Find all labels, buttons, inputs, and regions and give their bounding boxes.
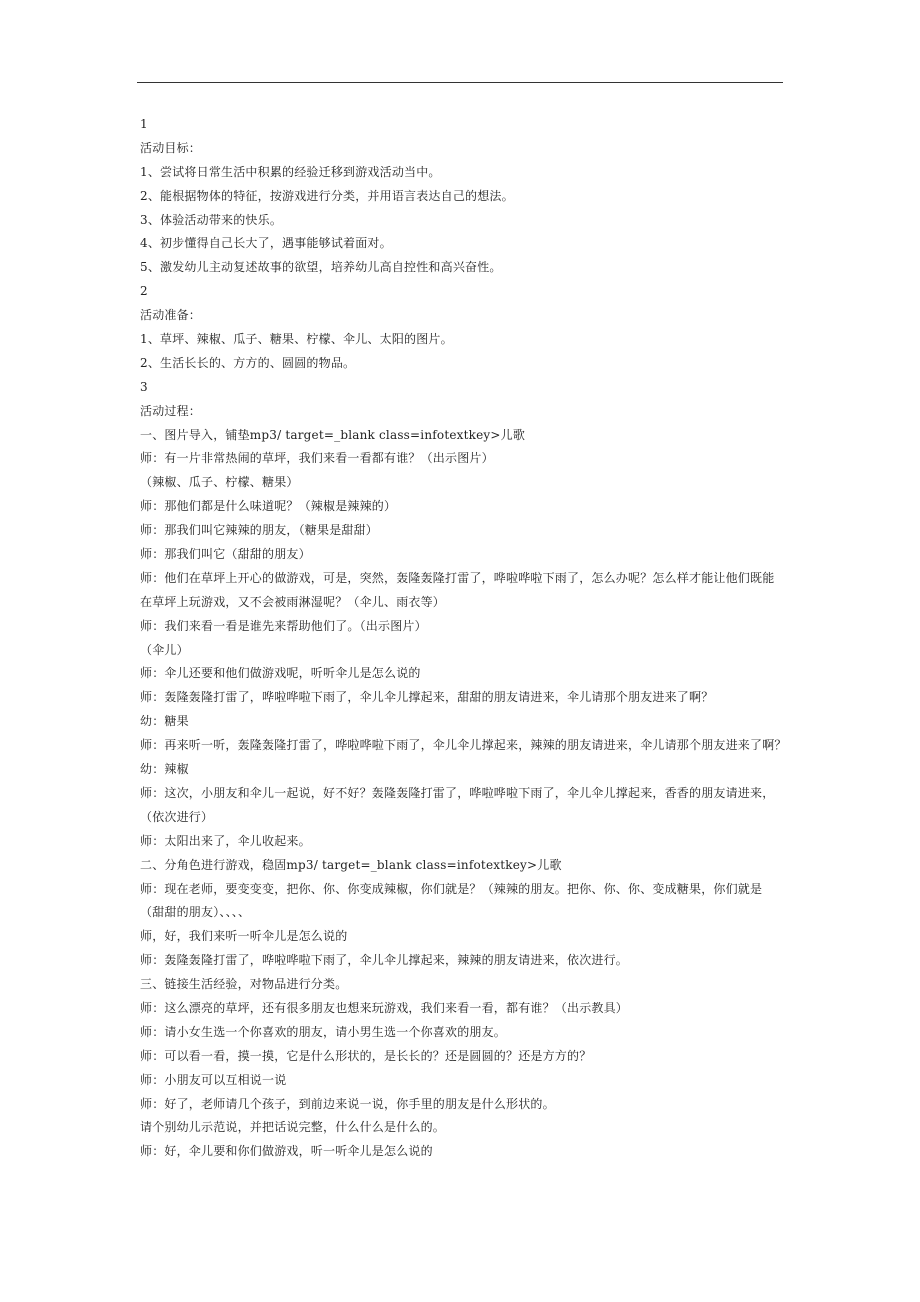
text-line: 师：伞儿还要和他们做游戏呢，听听伞儿是怎么说的	[140, 666, 421, 681]
text-line: （伞儿）	[140, 642, 189, 657]
text-line: 1	[140, 117, 148, 131]
text-line: 请个别幼儿示范说，并把话说完整，什么什么是什么的。	[140, 1120, 446, 1135]
text-line: 师：轰隆轰隆打雷了，哗啦哗啦下雨了，伞儿伞儿撑起来，甜甜的朋友请进来，伞儿请那个朋友进来了啊？	[140, 690, 714, 705]
text-line: 活动目标：	[140, 140, 202, 155]
text-line: 5、激发幼儿主动复述故事的欲望，培养幼儿高自控性和高兴奋性。	[140, 260, 502, 275]
text-line: 师：请小女生选一个你喜欢的朋友，请小男生选一个你喜欢的朋友。	[140, 1024, 507, 1039]
text-line: 1、草坪、辣椒、瓜子、糖果、柠檬、伞儿、太阳的图片。	[140, 332, 453, 347]
text-line: 师：轰隆轰隆打雷了，哗啦哗啦下雨了，伞儿伞儿撑起来，辣辣的朋友请进来，依次进行。	[140, 953, 629, 968]
text-line: 2、生活长长的、方方的、圆圆的物品。	[140, 355, 356, 370]
text-line: 师：那我们叫它（甜甜的朋友）	[140, 547, 311, 562]
text-line: 二、分角色进行游戏，稳固mp3/ target=_blank class=infotextkey>儿歌	[140, 857, 562, 872]
text-line: 师，好，我们来听一听伞儿是怎么说的	[140, 929, 348, 944]
text-line: 师：那我们叫它辣辣的朋友，（糖果是甜甜）	[140, 523, 379, 538]
text-line: 在草坪上玩游戏，又不会被雨淋湿呢？（伞儿、雨衣等）	[140, 594, 446, 609]
text-line: 师：再来听一听，轰隆轰隆打雷了，哗啦哗啦下雨了，伞儿伞儿撑起来，辣辣的朋友请进来，伞儿请那个朋友进来了啊？	[140, 738, 787, 753]
text-line: 师：这么漂亮的草坪，还有很多朋友也想来玩游戏，我们来看一看，都有谁？（出示教具）	[140, 1000, 629, 1015]
text-line: 2、能根据物体的特征，按游戏进行分类，并用语言表达自己的想法。	[140, 188, 514, 203]
text-line: 3	[140, 379, 148, 394]
text-line: 师：太阳出来了，伞儿收起来。	[140, 833, 311, 848]
text-line: 一、图片导入，铺垫mp3/ target=_blank class=infotextkey>儿歌	[140, 427, 526, 442]
text-line: 师：我们来看一看是谁先来帮助他们了。（出示图片）	[140, 618, 427, 633]
text-line: 师：可以看一看，摸一摸，它是什么形状的，是长长的？还是圆圆的？还是方方的？	[140, 1048, 592, 1063]
text-line: （辣椒、瓜子、柠檬、糖果）	[140, 475, 299, 490]
text-line: 师：小朋友可以互相说一说	[140, 1072, 287, 1087]
text-line: 活动准备：	[140, 308, 202, 323]
text-line: 1、尝试将日常生活中积累的经验迁移到游戏活动当中。	[140, 164, 441, 179]
text-line: 师：那他们都是什么味道呢？（辣椒是辣辣的）	[140, 499, 397, 514]
text-line: （甜甜的朋友）、、、、	[140, 905, 251, 920]
text-line: 师：现在老师，要变变变，把你、你、你变成辣椒，你们就是？（辣辣的朋友。把你、你、你、变成糖果，你们就是	[140, 881, 763, 896]
text-line: 4、初步懂得自己长大了，遇事能够试着面对。	[140, 236, 392, 251]
text-line: 师：好，伞儿要和你们做游戏，听一听伞儿是怎么说的	[140, 1144, 433, 1159]
text-line: 三、链接生活经验，对物品进行分类。	[140, 977, 348, 992]
text-line: 3、体验活动带来的快乐。	[140, 212, 283, 227]
text-line: 师：有一片非常热闹的草坪，我们来看一看都有谁？（出示图片）	[140, 451, 494, 466]
text-line: 师：这次，小朋友和伞儿一起说，好不好？轰隆轰隆打雷了，哗啦哗啦下雨了，伞儿伞儿撑起来，香香的朋友请进来，	[140, 785, 775, 800]
header-rule	[137, 82, 783, 83]
text-line: 2	[140, 284, 148, 299]
text-line: 师：好了，老师请几个孩子，到前边来说一说，你手里的朋友是什么形状的。	[140, 1096, 555, 1111]
text-line: （依次进行）	[140, 809, 214, 824]
text-line: 幼：辣椒	[140, 762, 189, 777]
text-line: 师：他们在草坪上开心的做游戏，可是，突然，轰隆轰隆打雷了，哗啦哗啦下雨了，怎么办呢？怎么样才能让他们既能	[140, 570, 775, 585]
text-line: 活动过程：	[140, 403, 202, 418]
document-body	[140, 113, 790, 1164]
text-line: 幼：糖果	[140, 714, 189, 729]
